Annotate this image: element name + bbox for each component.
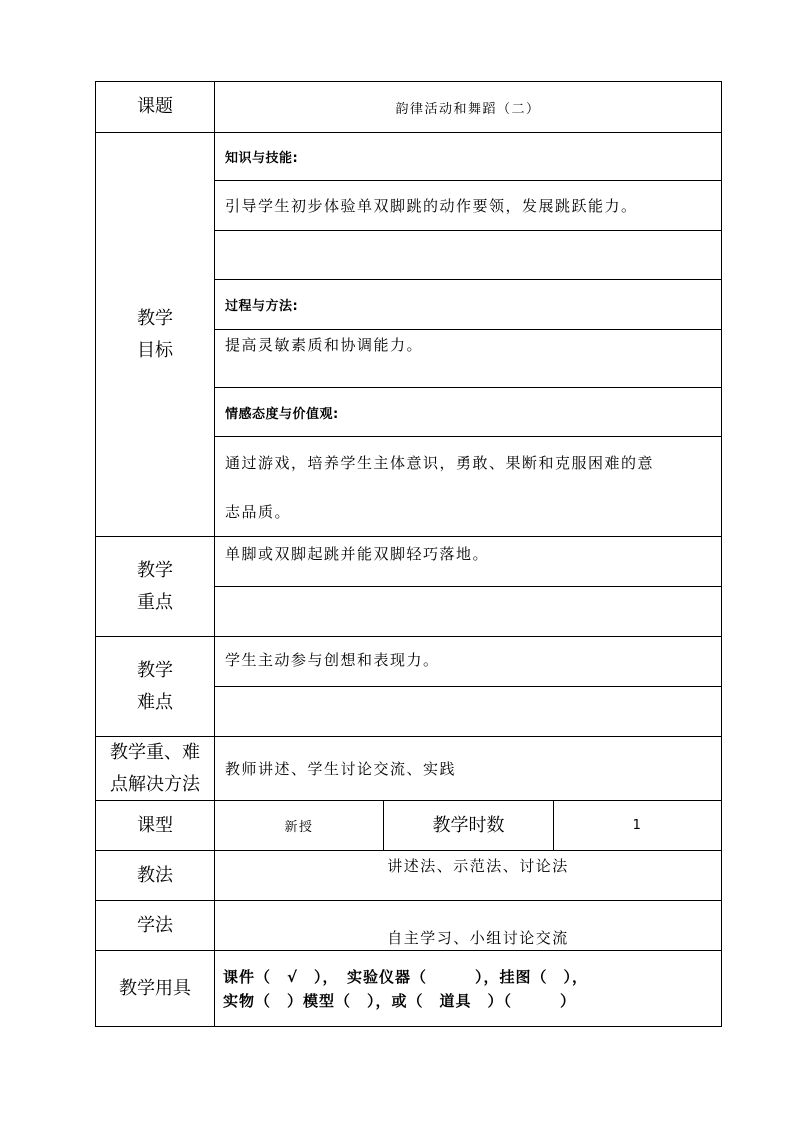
difficulties-text-content: 学生主动参与创想和表现力。 — [225, 651, 440, 669]
objectives-label-line2: 目标 — [137, 339, 173, 361]
solution-text — [215, 737, 721, 801]
hours-label — [384, 801, 554, 851]
difficulties-label-line1: 教学 — [137, 659, 173, 681]
learning-method-label-text: 学法 — [137, 914, 173, 936]
course-title-text: 韵律活动和舞蹈（二） — [395, 101, 541, 117]
objectives-label-line1: 教学 — [137, 307, 173, 329]
key-points-text — [215, 537, 721, 587]
difficulties-label-line2: 难点 — [137, 691, 173, 713]
process-text — [215, 330, 721, 388]
key-points-text-content: 单脚或双脚起跳并能双脚轻巧落地。 — [225, 545, 490, 563]
knowledge-heading — [215, 133, 721, 181]
key-points-label — [96, 537, 215, 637]
course-title-label — [96, 82, 215, 133]
teaching-method-label-text: 教法 — [137, 864, 173, 886]
teaching-method-value-text: 讲述法、示范法、讨论法 — [387, 857, 569, 875]
objectives-label — [96, 133, 215, 537]
tools-value — [215, 951, 721, 1026]
process-text-content: 提高灵敏素质和协调能力。 — [225, 336, 424, 354]
learning-method-value-text: 自主学习、小组讨论交流 — [387, 929, 569, 947]
lesson-type-label — [96, 801, 215, 851]
process-heading-text: 过程与方法: — [225, 299, 299, 314]
knowledge-text-content: 引导学生初步体验单双脚跳的动作要领，发展跳跃能力。 — [225, 197, 638, 215]
emotion-text-1-content: 通过游戏，培养学生主体意识，勇敢、果断和克服困难的意 — [225, 453, 655, 472]
solution-label — [96, 737, 215, 801]
teaching-method-label — [96, 851, 215, 901]
emotion-text-2-content: 志品质。 — [225, 503, 292, 521]
course-title-label-text: 课题 — [137, 96, 173, 117]
learning-method-value — [215, 901, 721, 951]
difficulties-text — [215, 637, 721, 687]
hours-value — [554, 801, 721, 851]
solution-text-content: 教师讲述、学生讨论交流、实践 — [225, 760, 457, 778]
lesson-type-value-text: 新授 — [284, 820, 314, 835]
learning-method-label — [96, 901, 215, 951]
emotion-text-2 — [215, 487, 721, 537]
tools-label-text: 教学用具 — [119, 977, 191, 999]
tools-label — [96, 951, 215, 1026]
teaching-method-value — [215, 851, 721, 901]
tools-line1: 课件（ √ ）， 实验仪器（ ），挂图（ ）， — [223, 968, 589, 986]
solution-label-line2: 点解决方法 — [110, 773, 200, 795]
process-heading — [215, 280, 721, 330]
emotion-text-1 — [215, 437, 721, 487]
key-points-label-line1: 教学 — [137, 559, 173, 581]
lesson-type-label-text: 课型 — [137, 814, 173, 836]
solution-label-line1: 教学重、难 — [110, 741, 200, 763]
emotion-heading — [215, 388, 721, 437]
hours-value-text: 1 — [632, 818, 643, 833]
key-points-blank — [215, 587, 721, 637]
knowledge-text — [215, 181, 721, 231]
tools-line2: 实物（ ）模型（ ），或（ 道具 ）（ ） — [223, 992, 577, 1010]
emotion-heading-text: 情感态度与价值观: — [225, 406, 339, 422]
course-title-value — [215, 82, 721, 133]
lesson-plan-table — [95, 81, 722, 1027]
knowledge-blank — [215, 231, 721, 280]
lesson-type-value — [215, 801, 384, 851]
knowledge-heading-text: 知识与技能: — [225, 151, 299, 166]
key-points-label-line2: 重点 — [137, 591, 173, 613]
difficulties-label — [96, 637, 215, 737]
difficulties-blank — [215, 687, 721, 737]
hours-label-text: 教学时数 — [432, 814, 505, 836]
